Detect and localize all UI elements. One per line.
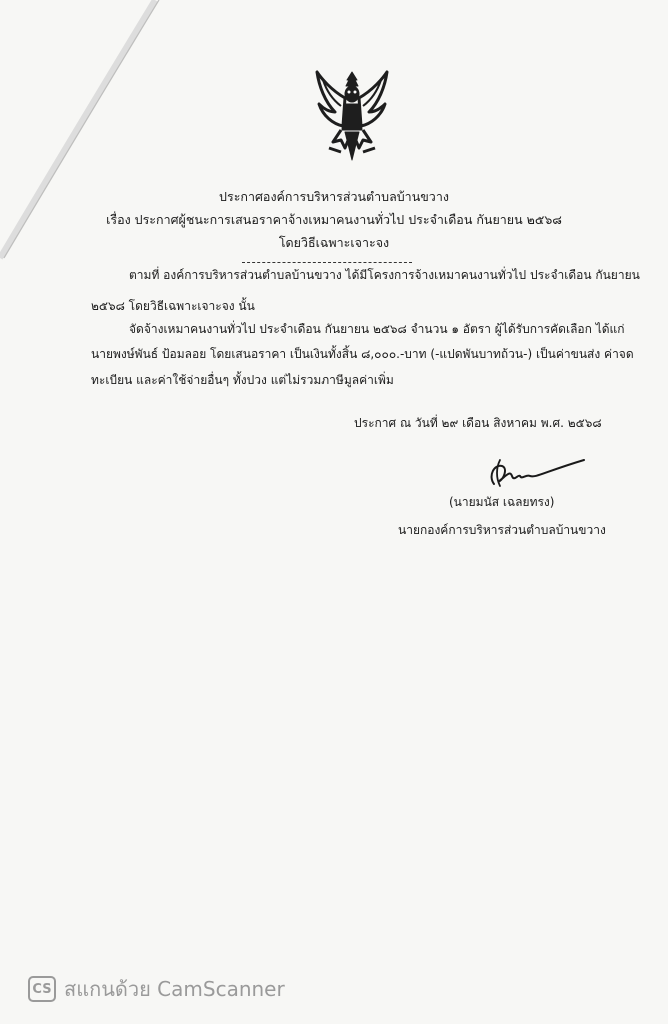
signatory-name: (นายมนัส เฉลยทรง) [449,495,555,509]
garuda-emblem [311,68,393,164]
paragraph-1-line-1: ตามที่ องค์การบริหารส่วนตำบลบ้านขวาง ได้มีโครงการจ้างเหมาคนงานทั่วไป ประจำเดือน กันยายน [129,268,640,282]
watermark-text: สแกนด้วย CamScanner [64,977,285,1001]
paragraph-2-line-1: จัดจ้างเหมาคนงานทั่วไป ประจำเดือน กันยายน ๒๕๖๘ จำนวน ๑ อัตรา ผู้ได้รับการคัดเลือก ได้แก่ [129,322,625,336]
signatory-position: นายกองค์การบริหารส่วนตำบลบ้านขวาง [398,523,606,537]
title-line-3: โดยวิธีเฉพาะเจาะจง [278,235,390,250]
separator-line [242,262,412,263]
paragraph-2-line-3: ทะเบียน และค่าใช้จ่ายอื่นๆ ทั้งปวง แต่ไม่รวมภาษีมูลค่าเพิ่ม [91,373,394,387]
document-title [0,185,668,254]
paragraph-1-line-2: ๒๕๖๘ โดยวิธีเฉพาะเจาะจง นั้น [91,299,255,313]
handwritten-signature [484,454,594,494]
camscanner-watermark [28,973,285,1005]
paragraph-2-line-2: นายพงษ์พันธ์ ป้อมลอย โดยเสนอราคา เป็นเงินทั้งสิ้น ๘,๐๐๐.-บาท (-แปดพันบาทถ้วน-) เป็นค่าขนส่ง ค่าจด [91,347,634,361]
title-line-2: เรื่อง ประกาศผู้ชนะการเสนอราคาจ้างเหมาคนงานทั่วไป ประจำเดือน กันยายน ๒๕๖๘ [106,212,562,227]
camscanner-logo-icon: CS [28,976,56,1002]
announcement-date: ประกาศ ณ วันที่ ๒๙ เดือน สิงหาคม พ.ศ. ๒๕๖๘ [354,416,602,430]
title-line-1: ประกาศองค์การบริหารส่วนตำบลบ้านขวาง [219,189,449,204]
